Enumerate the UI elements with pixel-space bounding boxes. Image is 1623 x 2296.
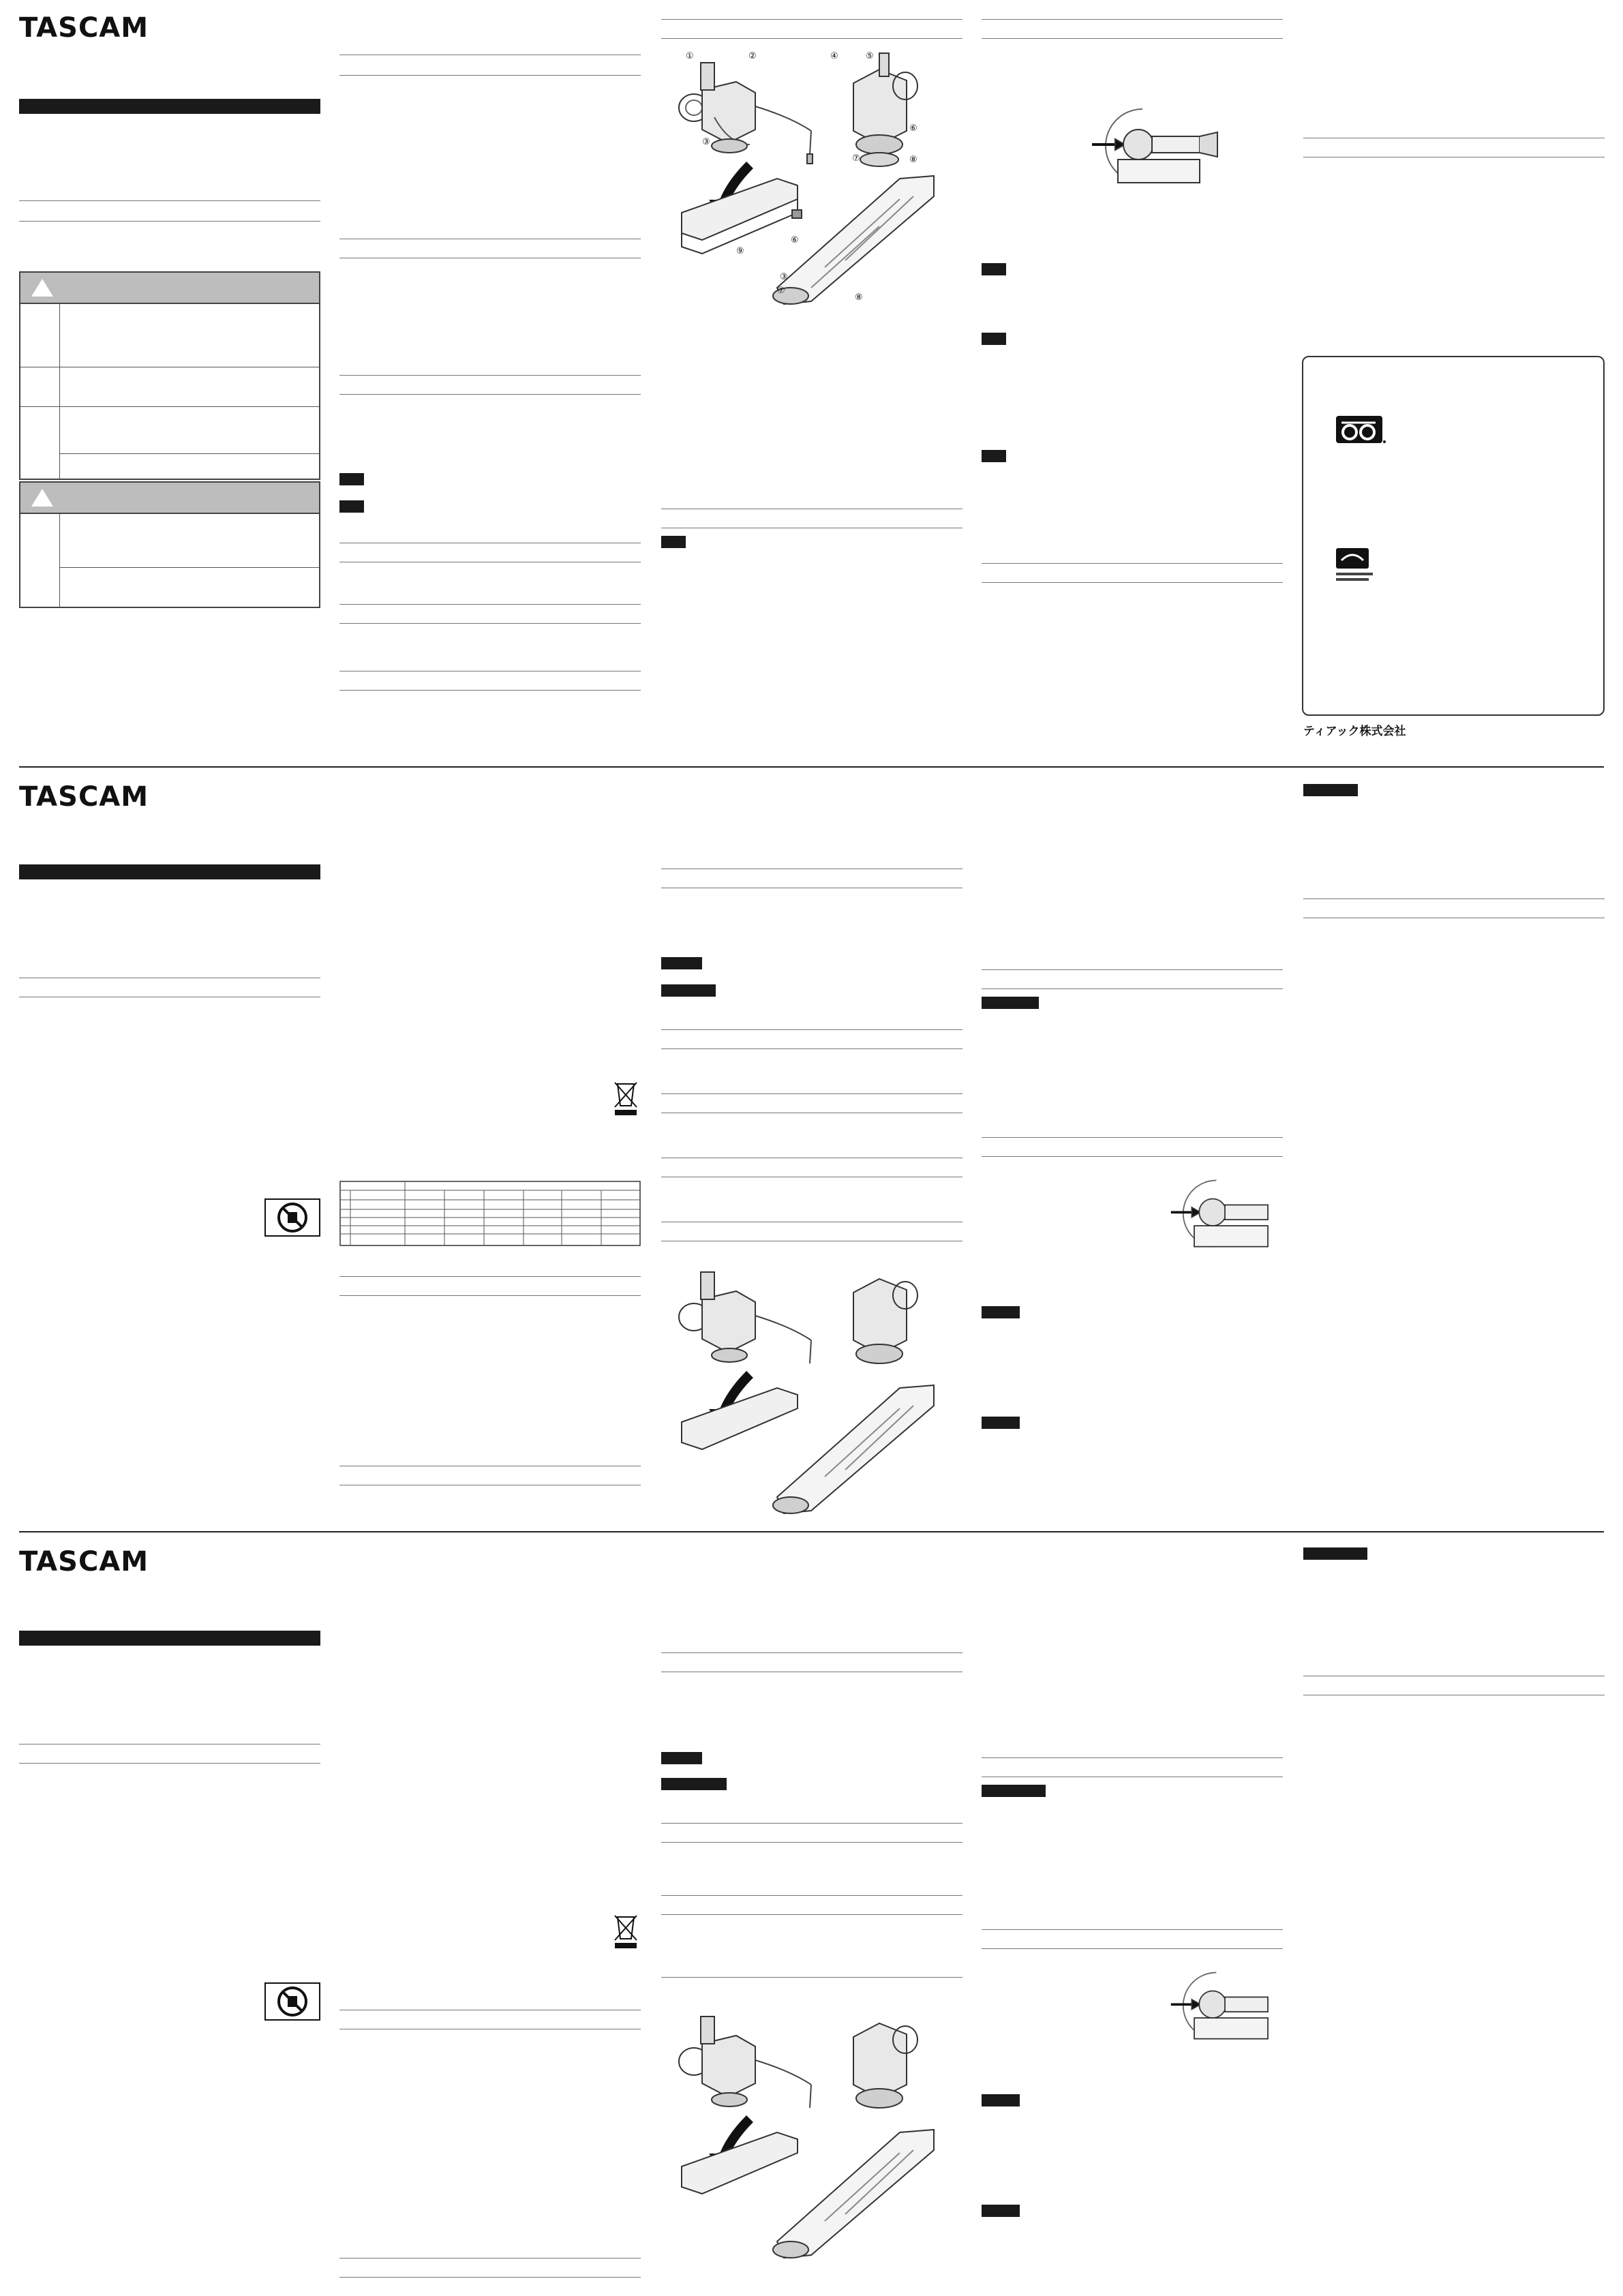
rule: [982, 1757, 1283, 1758]
note-tag: [982, 450, 1006, 462]
rule: [661, 1652, 962, 1653]
note-tag: [982, 1306, 1020, 1318]
crossed-bin-icon: [612, 1077, 639, 1117]
product-exploded-figure: [675, 42, 961, 315]
hazardous-substance-table: [339, 1181, 641, 1246]
callout-5: ⑤: [866, 51, 874, 61]
rule: [982, 1948, 1283, 1949]
callout-6b: ⑥: [791, 235, 799, 245]
rule: [661, 1048, 962, 1049]
rule: [661, 1093, 962, 1094]
rule: [661, 1914, 962, 1915]
rule: [339, 1276, 641, 1277]
callout-8: ⑧: [909, 155, 917, 165]
callout-3: ③: [702, 137, 710, 147]
rule: [982, 969, 1283, 970]
navi-dial-icon: [1336, 548, 1376, 586]
note-tag: [661, 957, 702, 969]
caution-header: [20, 483, 319, 514]
warning-triangle-icon: [31, 489, 53, 507]
rule: [19, 221, 320, 222]
callout-7b: ⑦: [777, 286, 785, 296]
rule: [661, 1895, 962, 1896]
rule: [339, 1295, 641, 1296]
note-tag: [1303, 784, 1358, 796]
no-reuse-icon: [264, 1198, 320, 1237]
band-french: [0, 1532, 1623, 2295]
note-tag: [982, 2094, 1020, 2106]
rule: [982, 1156, 1283, 1157]
warning-row: [20, 406, 319, 479]
free-dial-icon: [1336, 416, 1386, 446]
note-tag: [982, 1785, 1046, 1797]
rule: [19, 1763, 320, 1764]
warning-table: [19, 271, 320, 480]
rule: [339, 2258, 641, 2259]
rule: [661, 1842, 962, 1843]
product-exploded-figure: [675, 1996, 961, 2269]
title-bar: [19, 99, 320, 114]
note-tag: [661, 1778, 727, 1790]
rule: [982, 19, 1283, 20]
note-tag: [661, 984, 716, 997]
note-tag: [982, 2205, 1020, 2217]
angle-adjust-figure: [1170, 1962, 1292, 2051]
caution-table: [19, 481, 320, 608]
note-tag: [339, 500, 364, 513]
band-english: [0, 768, 1623, 1530]
tascam-logo: TASCAM: [19, 781, 149, 813]
rule: [661, 868, 962, 869]
rule: [661, 38, 962, 39]
rule: [982, 38, 1283, 39]
warning-row: [20, 367, 319, 406]
rule: [982, 988, 1283, 989]
note-tag: [982, 333, 1006, 345]
rule: [1303, 898, 1605, 899]
callout-1: ①: [686, 51, 694, 61]
note-tag: [982, 1417, 1020, 1429]
title-bar: [19, 1631, 320, 1646]
support-box: [1302, 356, 1605, 716]
rule: [982, 1929, 1283, 1930]
note-tag: [661, 536, 686, 548]
tascam-logo: TASCAM: [19, 12, 149, 44]
angle-adjust-figure: [1170, 1170, 1292, 1258]
rule: [661, 19, 962, 20]
rule: [982, 582, 1283, 583]
rule: [982, 1137, 1283, 1138]
title-bar: [19, 864, 320, 879]
rule: [339, 604, 641, 605]
warning-row: [20, 304, 319, 367]
rule: [661, 1977, 962, 1978]
angle-adjust-figure: [1091, 102, 1227, 191]
callout-7: ⑦: [852, 153, 860, 164]
callout-8b: ⑧: [855, 292, 863, 303]
rule: [661, 1029, 962, 1030]
rule: [339, 2277, 641, 2278]
rule: [339, 623, 641, 624]
no-reuse-icon: [264, 1982, 320, 2021]
rule: [339, 75, 641, 76]
callout-2: ②: [748, 51, 757, 61]
note-tag: [982, 263, 1006, 275]
note-tag: [1303, 1547, 1367, 1560]
callout-3b: ③: [780, 272, 788, 282]
note-tag: [661, 1752, 702, 1764]
callout-4: ④: [830, 51, 838, 61]
rule: [339, 375, 641, 376]
caution-row: [20, 514, 319, 607]
rule: [982, 563, 1283, 564]
callout-9: ⑨: [736, 246, 744, 256]
company-name: ティアック株式会社: [1303, 725, 1406, 738]
rule: [19, 200, 320, 201]
tascam-logo: TASCAM: [19, 1546, 149, 1577]
warning-header: [20, 273, 319, 304]
rule: [339, 394, 641, 395]
callout-6: ⑥: [909, 123, 917, 134]
note-tag: [339, 473, 364, 485]
band-japanese: [0, 0, 1623, 764]
rule: [339, 690, 641, 691]
warning-triangle-icon: [31, 279, 53, 297]
rule: [661, 1823, 962, 1824]
note-tag: [982, 997, 1039, 1009]
crossed-bin-icon: [612, 1910, 639, 1950]
product-exploded-figure: [675, 1252, 961, 1524]
